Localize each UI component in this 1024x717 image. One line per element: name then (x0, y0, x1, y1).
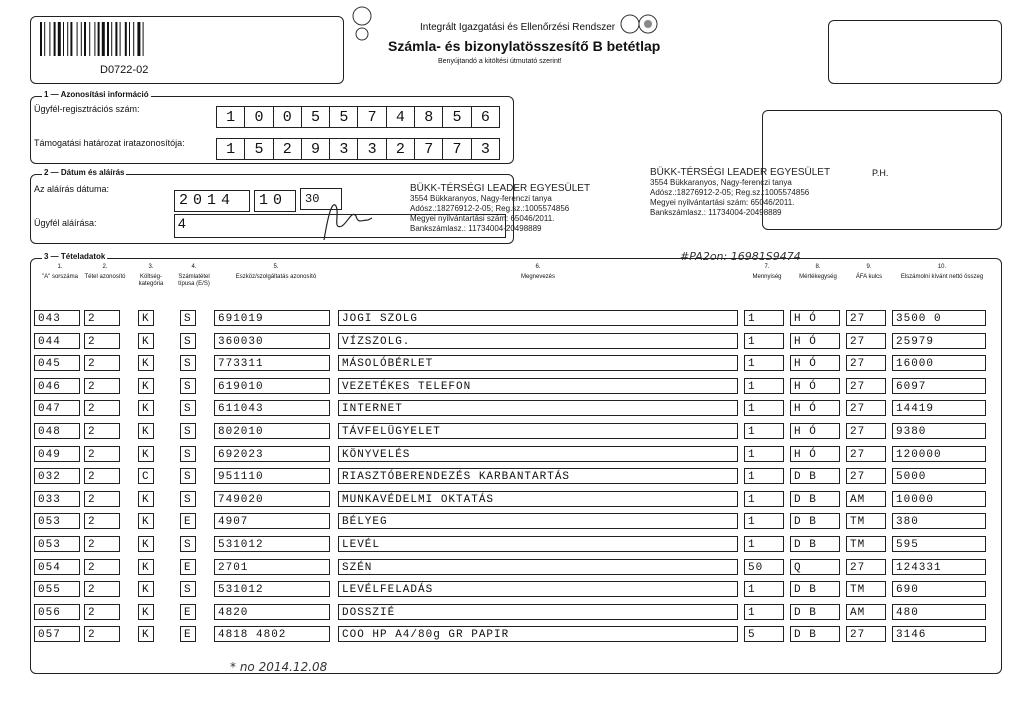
cell-tipus[interactable]: S (180, 310, 196, 326)
stamp-line4: Megyei nyilvántartási szám: 65046/2011. (410, 214, 555, 223)
cell-megnevezes[interactable]: DOSSZIÉ (338, 604, 738, 620)
cell-me[interactable]: D B (790, 491, 840, 507)
digit-cell: 9 (302, 139, 330, 159)
cell-menny[interactable]: 1 (744, 333, 784, 349)
footer-note: * no 2014.12.08 (230, 660, 328, 674)
barcode-bar (129, 22, 130, 56)
cell-afa[interactable]: TM (846, 581, 886, 597)
cell-sorszam[interactable]: 053 (34, 536, 80, 552)
cell-megnevezes[interactable]: RIASZTÓBERENDEZÉS KARBANTARTÁS (338, 468, 738, 484)
cell-menny[interactable]: 5 (744, 626, 784, 642)
column-number: 1. (57, 264, 63, 270)
stamp-right-line5: Bankszámlasz.: 11734004-20498889 (650, 208, 782, 217)
barcode-bar (49, 22, 50, 56)
barcode-bar (98, 22, 100, 56)
cell-afa[interactable]: 27 (846, 559, 886, 575)
stamp-right-line2: 3554 Bükkaranyos, Nagy-ferenczi tanya (650, 178, 792, 187)
cell-kat[interactable]: K (138, 378, 154, 394)
barcode-bar (125, 22, 127, 56)
digit-cell: 3 (480, 141, 490, 158)
cell-sorszam[interactable]: 045 (34, 355, 80, 371)
barcode (40, 22, 200, 58)
cell-megnevezes[interactable]: VÍZSZOLG. (338, 333, 738, 349)
cell-eszkoz[interactable]: 531012 (214, 581, 330, 597)
digit-cell: 1 (217, 139, 245, 159)
cell-osszeg[interactable]: 16000 (892, 355, 986, 371)
ph-label: P.H. (872, 168, 889, 178)
cell-me[interactable]: H Ó (790, 310, 840, 326)
signature (318, 196, 378, 244)
cell-eszkoz[interactable]: 4907 (214, 513, 330, 529)
cell-kat[interactable]: K (138, 423, 154, 439)
cell-tetel[interactable]: 2 (84, 446, 120, 462)
section1-title: 1 — Azonosítási információ (44, 90, 149, 99)
cell-tetel[interactable]: 2 (84, 468, 120, 484)
cell-eszkoz[interactable]: 531012 (214, 536, 330, 552)
digit-cell: 3 (330, 139, 358, 159)
cell-afa[interactable]: 27 (846, 355, 886, 371)
cell-eszkoz[interactable]: 4820 (214, 604, 330, 620)
digit-cell: 0 (245, 107, 273, 127)
cell-osszeg[interactable]: 124331 (892, 559, 986, 575)
digit-cell: 5 (330, 107, 358, 127)
cell-eszkoz[interactable]: 2701 (214, 559, 330, 575)
cell-tipus[interactable]: S (180, 355, 196, 371)
cell-megnevezes[interactable]: BÉLYEG (338, 513, 738, 529)
digit-cell: 0 (274, 107, 302, 127)
cell-kat[interactable]: K (138, 491, 154, 507)
column-number: 9. (866, 264, 872, 270)
cell-me[interactable]: D B (790, 626, 840, 642)
cell-tipus[interactable]: S (180, 423, 196, 439)
signature-label: Ügyfél aláírása: (34, 218, 97, 228)
cell-kat[interactable]: K (138, 400, 154, 416)
cell-eszkoz[interactable]: 691019 (214, 310, 330, 326)
reference-number: #PA2on: 16981S9474 (680, 250, 801, 263)
cell-afa[interactable]: 27 (846, 378, 886, 394)
cell-tipus[interactable]: E (180, 513, 196, 529)
cell-megnevezes[interactable]: MUNKAVÉDELMI OKTATÁS (338, 491, 738, 507)
decision-number (216, 138, 500, 160)
cell-menny[interactable]: 1 (744, 513, 784, 529)
cell-sorszam[interactable]: 044 (34, 333, 80, 349)
barcode-bar (107, 22, 109, 56)
cell-tetel[interactable]: 2 (84, 536, 120, 552)
cell-kat[interactable]: K (138, 355, 154, 371)
column-label: "A" sorszáma (42, 274, 78, 280)
cell-kat[interactable]: K (138, 310, 154, 326)
cell-kat[interactable]: K (138, 536, 154, 552)
column-number: 10. (937, 264, 947, 270)
cell-sorszam[interactable]: 043 (34, 310, 80, 326)
cell-sorszam[interactable]: 056 (34, 604, 80, 620)
cell-tetel[interactable]: 2 (84, 513, 120, 529)
cell-me[interactable]: D B (790, 513, 840, 529)
stamp-right (650, 168, 830, 218)
cell-osszeg[interactable]: 9380 (892, 423, 986, 439)
cell-sorszam[interactable]: 049 (34, 446, 80, 462)
cell-afa[interactable]: 27 (846, 468, 886, 484)
stamp-right-line1: BÜKK-TÉRSÉGI LEADER EGYESÜLET (650, 167, 831, 178)
cell-kat[interactable]: K (138, 513, 154, 529)
cell-me[interactable]: H Ó (790, 423, 840, 439)
barcode-bar (133, 22, 134, 56)
cell-sorszam[interactable]: 032 (34, 468, 80, 484)
cell-sorszam[interactable]: 057 (34, 626, 80, 642)
stamp-line2: 3554 Bükkaranyos, Nagy-ferenczi tanya (410, 194, 552, 203)
cell-menny[interactable]: 1 (744, 446, 784, 462)
column-number: 7. (764, 264, 770, 270)
cell-me[interactable]: Q (790, 559, 840, 575)
column-label: ÁFA kulcs (855, 274, 883, 280)
barcode-bar (67, 22, 68, 56)
cell-me[interactable]: H Ó (790, 378, 840, 394)
cell-sorszam[interactable]: 054 (34, 559, 80, 575)
date-year: 2014 (174, 190, 250, 212)
digit-cell: 3 (358, 139, 386, 159)
digit-cell: 2 (387, 139, 415, 159)
cell-tipus[interactable]: S (180, 378, 196, 394)
date-label: Az aláírás dátuma: (34, 184, 110, 194)
stamp-right-line4: Megyei nyilvántartási szám: 65046/2011. (650, 198, 795, 207)
barcode-bar (120, 22, 121, 56)
cell-megnevezes[interactable]: COO HP A4/80g GR PAPIR (338, 626, 738, 642)
stamp-line5: Bankszámlasz.: 11734004-20498889 (410, 224, 542, 233)
digit-cell: 5 (443, 107, 471, 127)
cell-eszkoz[interactable]: 611043 (214, 400, 330, 416)
cell-osszeg[interactable]: 690 (892, 581, 986, 597)
column-number: 8. (815, 264, 821, 270)
cell-sorszam[interactable]: 033 (34, 491, 80, 507)
cell-osszeg[interactable]: 14419 (892, 400, 986, 416)
barcode-bar (102, 22, 105, 56)
cell-kat[interactable]: K (138, 559, 154, 575)
cell-tetel[interactable]: 2 (84, 400, 120, 416)
cell-tetel[interactable]: 2 (84, 423, 120, 439)
cell-afa[interactable]: AM (846, 604, 886, 620)
cell-osszeg[interactable]: 25979 (892, 333, 986, 349)
column-number: 6. (535, 264, 541, 270)
decision-label: Támogatási határozat iratazonosítója: (34, 138, 185, 148)
cell-eszkoz[interactable]: 773311 (214, 355, 330, 371)
client-reg-label: Ügyfél-regisztrációs szám: (34, 104, 140, 114)
column-number: 2. (102, 264, 108, 270)
date-month: 10 (254, 190, 296, 212)
column-label: Költség-kategória (138, 274, 164, 287)
cell-afa[interactable]: TM (846, 513, 886, 529)
cell-sorszam[interactable]: 053 (34, 513, 80, 529)
digit-cell: 2 (274, 139, 302, 159)
signature-value: 4 (178, 215, 186, 231)
cell-me[interactable]: H Ó (790, 446, 840, 462)
system-title: Integrált Igazgatási és Ellenőrzési Rendszer (420, 22, 616, 33)
cell-tipus[interactable]: E (180, 559, 196, 575)
cell-afa[interactable]: 27 (846, 423, 886, 439)
cell-kat[interactable]: C (138, 468, 154, 484)
cell-megnevezes[interactable]: TÁVFELÜGYELET (338, 423, 738, 439)
digit-cell: 7 (415, 139, 443, 159)
cell-tetel[interactable]: 2 (84, 491, 120, 507)
cell-eszkoz[interactable]: 4818 4802 (214, 626, 330, 642)
barcode-bar (94, 22, 95, 56)
cell-megnevezes[interactable]: VEZETÉKES TELEFON (338, 378, 738, 394)
cell-sorszam[interactable]: 055 (34, 581, 80, 597)
form-subtitle: Benyújtandó a kitöltési útmutató szerint! (438, 58, 562, 65)
cell-menny[interactable]: 1 (744, 491, 784, 507)
cell-menny[interactable]: 1 (744, 423, 784, 439)
cell-tipus[interactable]: S (180, 536, 196, 552)
column-label: Megnevezés (520, 274, 556, 280)
logo-mark (348, 2, 388, 42)
barcode-bar (89, 22, 90, 56)
cell-tipus[interactable]: E (180, 604, 196, 620)
cell-afa[interactable]: 27 (846, 446, 886, 462)
cell-eszkoz[interactable]: 802010 (214, 423, 330, 439)
cell-tetel[interactable]: 2 (84, 581, 120, 597)
cell-osszeg[interactable]: 3500 0 (892, 310, 986, 326)
digit-cell: 1 (217, 107, 245, 127)
stamp-right-line3: Adósz.:18276912-2-05; Reg.sz.:1005574856 (650, 188, 810, 197)
column-number: 3. (148, 264, 154, 270)
cell-sorszam[interactable]: 047 (34, 400, 80, 416)
cell-afa[interactable]: 27 (846, 310, 886, 326)
cell-tipus[interactable]: S (180, 491, 196, 507)
barcode-bar (63, 22, 64, 56)
stamp-line1: BÜKK-TÉRSÉGI LEADER EGYESÜLET (410, 183, 591, 194)
cell-tetel[interactable]: 2 (84, 378, 120, 394)
cell-osszeg[interactable]: 480 (892, 604, 986, 620)
cell-me[interactable]: D B (790, 581, 840, 597)
cell-menny[interactable]: 1 (744, 400, 784, 416)
cell-menny[interactable]: 1 (744, 536, 784, 552)
column-number: 4. (191, 264, 197, 270)
section2-title: 2 — Dátum és aláírás (44, 168, 125, 177)
cell-sorszam[interactable]: 046 (34, 378, 80, 394)
cell-afa[interactable]: 27 (846, 333, 886, 349)
form-code: D0722-02 (100, 64, 149, 76)
digit-cell: 5 (302, 107, 330, 127)
barcode-bar (58, 22, 61, 56)
cell-eszkoz[interactable]: 951110 (214, 468, 330, 484)
column-number: 5. (273, 264, 279, 270)
cell-osszeg[interactable]: 5000 (892, 468, 986, 484)
barcode-bar (84, 22, 86, 56)
right-header-box (828, 20, 1002, 84)
cell-tipus[interactable]: S (180, 446, 196, 462)
cell-tipus[interactable]: S (180, 400, 196, 416)
barcode-bar (40, 22, 42, 56)
barcode-bar (111, 22, 112, 56)
cell-megnevezes[interactable]: JOGI SZOLG (338, 310, 738, 326)
cell-tetel[interactable]: 2 (84, 604, 120, 620)
cell-afa[interactable]: 27 (846, 626, 886, 642)
cell-me[interactable]: H Ó (790, 400, 840, 416)
cell-menny[interactable]: 1 (744, 355, 784, 371)
cell-tetel[interactable]: 2 (84, 333, 120, 349)
cell-kat[interactable]: K (138, 333, 154, 349)
barcode-bar (115, 22, 117, 56)
cell-tipus[interactable]: S (180, 333, 196, 349)
cell-osszeg[interactable]: 10000 (892, 491, 986, 507)
barcode-bar (143, 22, 144, 56)
cell-menny[interactable]: 1 (744, 378, 784, 394)
cell-afa[interactable]: 27 (846, 400, 886, 416)
cell-tipus[interactable]: S (180, 581, 196, 597)
cell-kat[interactable]: K (138, 581, 154, 597)
cell-eszkoz[interactable]: 692023 (214, 446, 330, 462)
column-label: Mennyiség (752, 274, 782, 280)
barcode-bar (137, 22, 140, 56)
cell-tetel[interactable]: 2 (84, 310, 120, 326)
digit-cell: 6 (480, 109, 490, 126)
digit-cell: 5 (245, 139, 273, 159)
barcode-bar (70, 22, 72, 56)
digit-cell: 7 (358, 107, 386, 127)
cell-megnevezes[interactable]: LEVÉLFELADÁS (338, 581, 738, 597)
cell-osszeg[interactable]: 380 (892, 513, 986, 529)
client-reg-number (216, 106, 500, 128)
cell-osszeg[interactable]: 120000 (892, 446, 986, 462)
cell-tetel[interactable]: 2 (84, 626, 120, 642)
column-label: Tétel azonosító (84, 274, 126, 280)
cell-menny[interactable]: 1 (744, 581, 784, 597)
column-label: Elszámolni kívánt nettó összeg (900, 274, 984, 280)
cell-me[interactable]: H Ó (790, 333, 840, 349)
cell-menny[interactable]: 1 (744, 604, 784, 620)
section3-title: 3 — Tételadatok (44, 252, 106, 261)
cell-tipus[interactable]: S (180, 468, 196, 484)
cell-megnevezes[interactable]: KÖNYVELÉS (338, 446, 738, 462)
cell-osszeg[interactable]: 6097 (892, 378, 986, 394)
cell-kat[interactable]: K (138, 626, 154, 642)
cell-me[interactable]: D B (790, 536, 840, 552)
column-label: Eszköz/szolgáltatás azonosító (235, 274, 317, 280)
cell-me[interactable]: H Ó (790, 355, 840, 371)
cell-eszkoz[interactable]: 619010 (214, 378, 330, 394)
cell-menny[interactable]: 50 (744, 559, 784, 575)
column-label: Mértékegység (799, 274, 837, 280)
cell-megnevezes[interactable]: LEVÉL (338, 536, 738, 552)
cell-eszkoz[interactable]: 360030 (214, 333, 330, 349)
barcode-bar (77, 22, 78, 56)
digit-cell: 8 (415, 107, 443, 127)
cell-me[interactable]: D B (790, 468, 840, 484)
cell-afa[interactable]: TM (846, 536, 886, 552)
cell-afa[interactable]: AM (846, 491, 886, 507)
cell-tetel[interactable]: 2 (84, 559, 120, 575)
cell-eszkoz[interactable]: 749020 (214, 491, 330, 507)
cell-menny[interactable]: 1 (744, 468, 784, 484)
cell-kat[interactable]: K (138, 604, 154, 620)
cell-osszeg[interactable]: 3146 (892, 626, 986, 642)
digit-cell: 7 (443, 139, 471, 159)
cell-megnevezes[interactable]: INTERNET (338, 400, 738, 416)
stamp-center (410, 184, 590, 234)
cell-sorszam[interactable]: 048 (34, 423, 80, 439)
date-day: 30 (300, 188, 342, 210)
cell-tipus[interactable]: E (180, 626, 196, 642)
cell-tetel[interactable]: 2 (84, 355, 120, 371)
cell-me[interactable]: D B (790, 604, 840, 620)
barcode-bar (54, 22, 56, 56)
form-title: Számla- és bizonylatösszesítő B betétlap (388, 38, 661, 54)
stamp-line3: Adósz.:18276912-2-05; Reg.sz.:1005574856 (410, 204, 570, 213)
cell-megnevezes[interactable]: MÁSOLÓBÉRLET (338, 355, 738, 371)
digit-cell: 4 (387, 107, 415, 127)
cell-menny[interactable]: 1 (744, 310, 784, 326)
cell-osszeg[interactable]: 595 (892, 536, 986, 552)
cell-megnevezes[interactable]: SZÉN (338, 559, 738, 575)
barcode-bar (81, 22, 82, 56)
barcode-bar (44, 22, 45, 56)
cell-kat[interactable]: K (138, 446, 154, 462)
column-label: Számlatétel típusa (E/S) (178, 274, 210, 287)
